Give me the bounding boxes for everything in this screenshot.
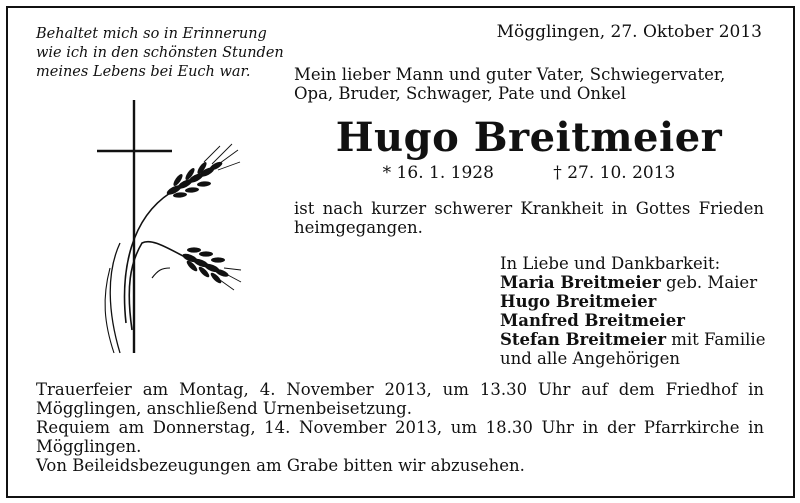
mourner-suffix: geb. Maier — [660, 273, 758, 292]
mourner-name: Maria Breitmeier — [500, 273, 661, 292]
mourners-heading: In Liebe und Dankbarkeit: — [500, 254, 721, 273]
memorial-verse — [36, 25, 284, 82]
place-and-date: Mögglingen, 27. Oktober 2013 — [496, 22, 762, 42]
mourner-suffix: mit Familie — [666, 330, 766, 349]
passing-notice: ist nach kurzer schwerer Krankheit in Gottes Frieden heimgegangen. — [294, 199, 764, 237]
relationship-intro: Mein lieber Mann und guter Vater, Schwiegervater, Opa, Bruder, Schwager, Pate und Onkel — [294, 65, 726, 103]
mourner-entry — [500, 273, 765, 292]
mourners-closing: und alle Angehörigen — [500, 349, 681, 368]
requiem-notice: Requiem am Donnerstag, 14. November 2013, um 18.30 Uhr in der Pfarrkirche in Mögglingen. — [36, 418, 764, 456]
verse-line: Behaltet mich so in Erinnerung — [36, 26, 267, 42]
deceased-name: Hugo Breitmeier — [335, 114, 723, 161]
verse-line: wie ich in den schönsten Stunden — [36, 45, 284, 61]
mourners-block — [500, 254, 765, 368]
mourner-name: Manfred Breitmeier — [500, 311, 685, 330]
condolence-notice: Von Beileidsbezeugungen am Grabe bitten wir abzusehen. — [36, 456, 525, 475]
mourner-entry — [500, 292, 765, 311]
mourner-name: Hugo Breitmeier — [500, 292, 657, 311]
life-dates — [294, 163, 764, 183]
mourner-entry — [500, 311, 765, 330]
mourner-name: Stefan Breitmeier — [500, 330, 667, 349]
death-date: † 27. 10. 2013 — [553, 163, 676, 183]
birth-date: * 16. 1. 1928 — [382, 163, 494, 183]
funeral-information — [36, 380, 764, 475]
mourner-entry — [500, 330, 765, 349]
memorial-service-notice: Trauerfeier am Montag, 4. November 2013, um 13.30 Uhr auf dem Friedhof in Mögglingen, anschließend Urnenbeisetzung. — [36, 380, 764, 418]
verse-line: meines Lebens bei Euch war. — [36, 64, 251, 80]
cross-and-wheat-icon — [92, 98, 242, 358]
